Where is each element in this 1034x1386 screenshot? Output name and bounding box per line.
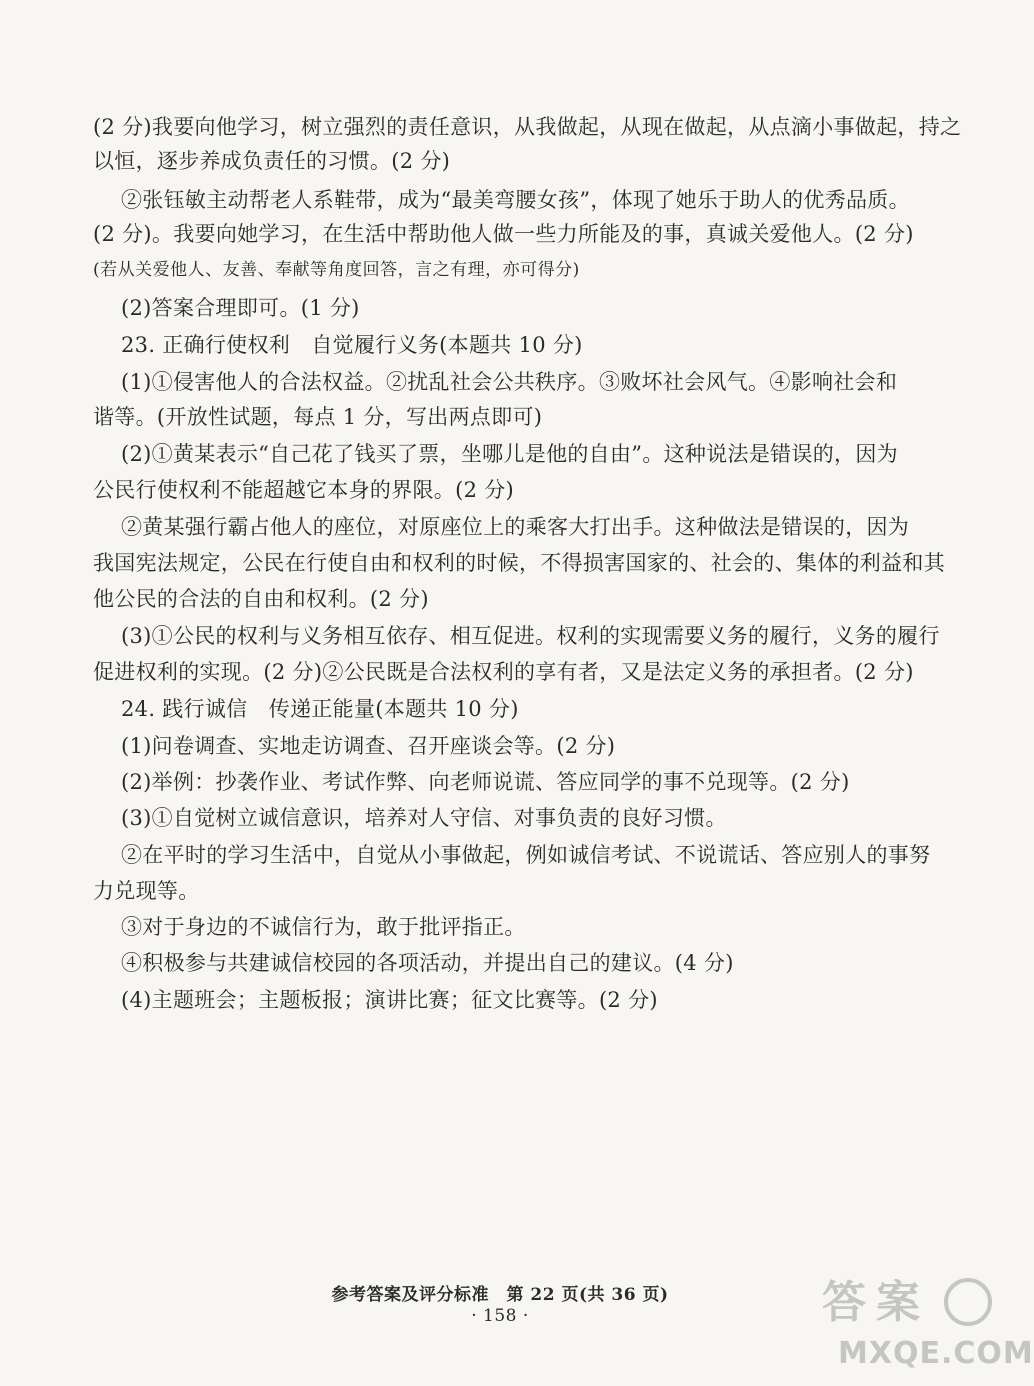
text-line: (1)问卷调查、实地走访调查、召开座谈会等。(2 分) (121, 734, 616, 758)
scoring-note: (若从关爱他人、友善、奉献等角度回答，言之有理，亦可得分) (93, 260, 580, 280)
text-line: ②黄某强行霸占他人的座位，对原座位上的乘客大打出手。这种做法是错误的，因为 (121, 515, 910, 539)
page-number: · 158 · (471, 1306, 529, 1326)
watermark-url: MXQE.COM (838, 1336, 1034, 1371)
text-line: (2)①黄某表示“自己花了钱买了票，坐哪儿是他的自由”。这种说法是错误的，因为 (121, 442, 898, 466)
text-line: (3)①自觉树立诚信意识，培养对人守信、对事负责的良好习惯。 (121, 806, 727, 830)
watermark-logo (808, 1272, 1034, 1386)
question-heading-23: 23. 正确行使权利 自觉履行义务(本题共 10 分) (121, 333, 583, 357)
watermark-glyph: 案 (876, 1277, 920, 1328)
text-line: 以恒，逐步养成负责任的习惯。(2 分) (93, 149, 451, 173)
text-line: 我国宪法规定，公民在行使自由和权利的时候，不得损害国家的、社会的、集体的利益和其 (93, 551, 945, 575)
footer-title: 参考答案及评分标准 第 22 页(共 36 页) (331, 1285, 669, 1305)
watermark-glyph: 答 (822, 1277, 866, 1328)
text-line: ③对于身边的不诚信行为，敢于批评指正。 (121, 915, 526, 939)
text-line: (2)举例：抄袭作业、考试作弊、向老师说谎、答应同学的事不兑现等。(2 分) (121, 770, 850, 794)
text-line: 力兑现等。 (93, 879, 200, 903)
question-heading-24: 24. 践行诚信 传递正能量(本题共 10 分) (121, 697, 519, 721)
text-line: (2 分)。我要向她学习，在生活中帮助他人做一些力所能及的事，真诚关爱他人。(2 分) (93, 222, 914, 246)
text-line: (4)主题班会；主题板报；演讲比赛；征文比赛等。(2 分) (121, 988, 658, 1012)
text-line: (2 分)我要向他学习，树立强烈的责任意识，从我做起，从现在做起，从点滴小事做起，持之 (93, 115, 962, 139)
text-line: ④积极参与共建诚信校园的各项活动，并提出自己的建议。(4 分) (121, 951, 734, 975)
text-line: (3)①公民的权利与义务相互依存、相互促进。权利的实现需要义务的履行，义务的履行 (121, 624, 940, 648)
text-line: 促进权利的实现。(2 分)②公民既是合法权利的享有者，又是法定义务的承担者。(2 分) (93, 660, 914, 684)
text-line: 他公民的合法的自由和权利。(2 分) (93, 587, 429, 611)
text-line: 谐等。(开放性试题，每点 1 分，写出两点即可) (93, 405, 543, 429)
text-line: ②在平时的学习生活中，自觉从小事做起，例如诚信考试、不说谎话、答应别人的事努 (121, 843, 931, 867)
text-line: (1)①侵害他人的合法权益。②扰乱社会公共秩序。③败坏社会风气。④影响社会和 (121, 370, 898, 394)
text-line: 公民行使权利不能超越它本身的界限。(2 分) (93, 478, 515, 502)
text-line: (2)答案合理即可。(1 分) (121, 296, 360, 320)
text-line: ②张钰敏主动帮老人系鞋带，成为“最美弯腰女孩”，体现了她乐于助人的优秀品质。 (121, 188, 910, 212)
watermark-badge-icon (944, 1278, 992, 1326)
